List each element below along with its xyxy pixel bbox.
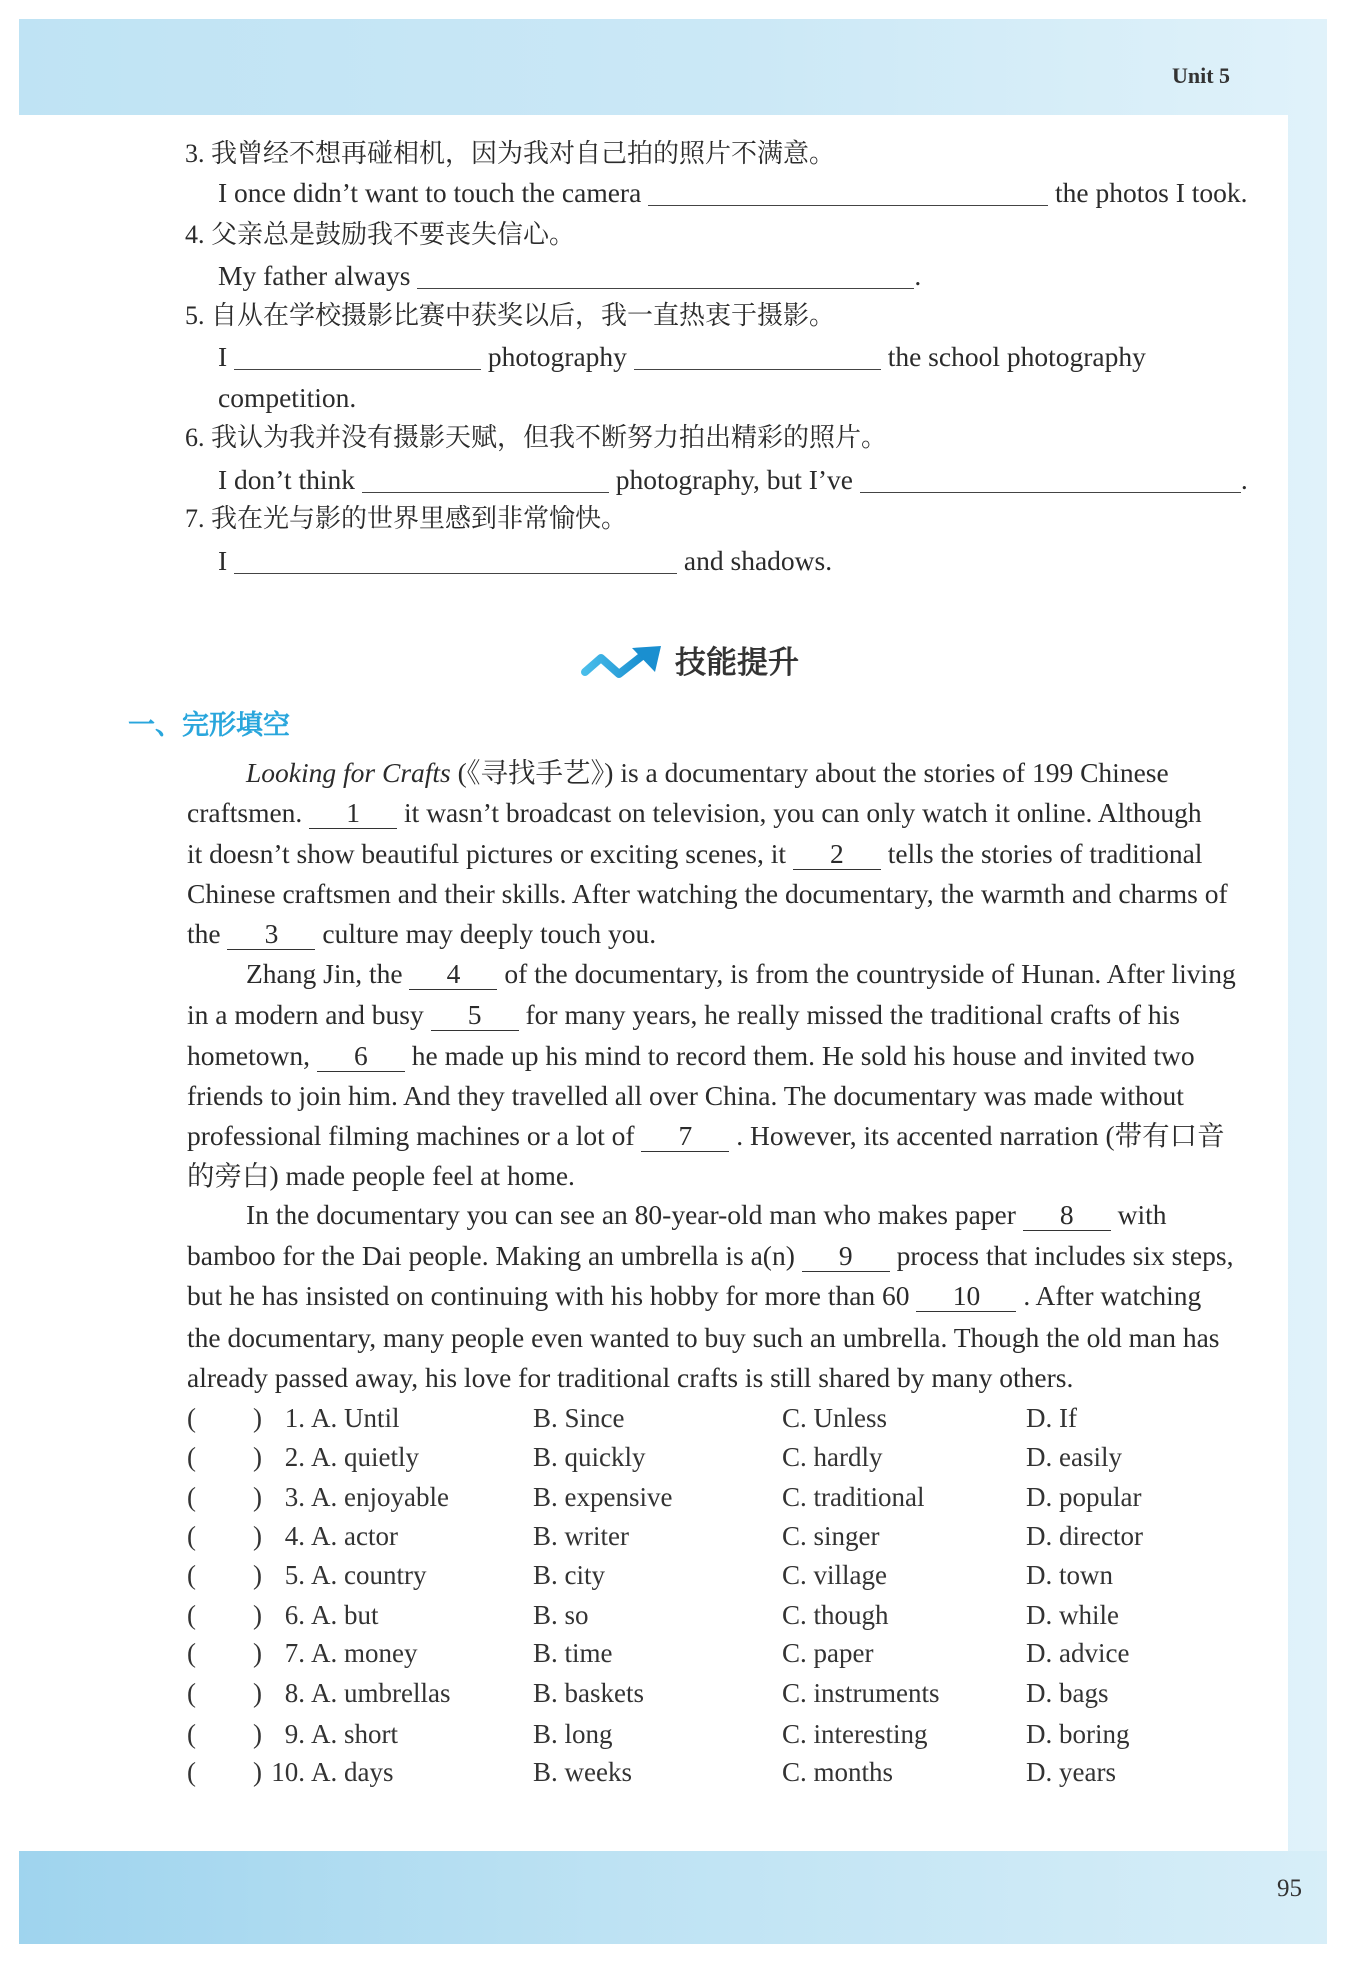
blank-4: 4 xyxy=(409,959,497,990)
option-c: C. months xyxy=(782,1757,894,1787)
option-d: D. popular xyxy=(1026,1482,1142,1512)
answer-bracket-close: ) xyxy=(253,1678,262,1708)
option-b: B. baskets xyxy=(533,1678,644,1708)
line-text: with xyxy=(1117,1199,1167,1230)
section-title: 一、完形填空 xyxy=(128,710,290,741)
option-c: C. hardly xyxy=(782,1442,883,1472)
line-text: it wasn’t broadcast on television, you can only watch it online. Although xyxy=(404,797,1202,828)
blank-5: 5 xyxy=(431,1000,519,1031)
answer-blank xyxy=(234,551,677,574)
item-6-chinese: 6. 我认为我并没有摄影天赋，但我不断努力拍出精彩的照片。 xyxy=(185,423,888,452)
answer-blank xyxy=(860,470,1241,493)
blank-7: 7 xyxy=(641,1121,729,1152)
answer-bracket-close: ) xyxy=(253,1521,262,1551)
option-row xyxy=(0,1595,1350,1635)
item-text: the photos I took. xyxy=(1055,177,1248,208)
line-text: in a modern and busy xyxy=(187,999,424,1030)
passage-line xyxy=(187,1276,1201,1316)
option-a: A. enjoyable xyxy=(311,1482,449,1512)
passage-line xyxy=(187,1036,1195,1076)
option-a: A. quietly xyxy=(311,1442,419,1472)
option-b: B. city xyxy=(533,1560,605,1590)
item-4-english xyxy=(218,256,921,296)
item-text: I don’t think xyxy=(218,464,355,495)
answer-bracket-close: ) xyxy=(253,1482,262,1512)
line-text: In the documentary you can see an 80-year-old man who makes paper xyxy=(246,1199,1016,1230)
answer-bracket-open: ( xyxy=(187,1678,196,1708)
passage-line: friends to join him. And they travelled all over China. The documentary was made without xyxy=(187,1080,1184,1111)
item-5-english xyxy=(218,337,1146,377)
passage-line xyxy=(187,793,1202,833)
option-row xyxy=(0,1437,1350,1477)
line-text: of the documentary, is from the countryside of Hunan. After living xyxy=(504,958,1236,989)
item-text: I xyxy=(218,545,228,576)
line-text: hometown, xyxy=(187,1040,310,1071)
answer-bracket-open: ( xyxy=(187,1442,196,1472)
option-d: D. advice xyxy=(1026,1638,1130,1668)
option-c: C. Unless xyxy=(782,1403,888,1433)
option-d: D. easily xyxy=(1026,1442,1122,1472)
answer-bracket-open: ( xyxy=(187,1521,196,1551)
option-d: D. boring xyxy=(1026,1719,1130,1749)
line-text: for many years, he really missed the traditional crafts of his xyxy=(525,999,1180,1030)
bottom-band xyxy=(19,1851,1327,1944)
unit-label: Unit 5 xyxy=(1172,63,1231,88)
answer-blank xyxy=(362,470,609,493)
answer-bracket-open: ( xyxy=(187,1560,196,1590)
option-row xyxy=(0,1752,1350,1792)
option-c: C. interesting xyxy=(782,1719,928,1749)
option-a: A. but xyxy=(311,1600,379,1630)
question-number: 8. xyxy=(284,1678,305,1708)
passage-line xyxy=(246,954,1236,994)
option-row xyxy=(0,1398,1350,1438)
blank-8: 8 xyxy=(1023,1200,1111,1231)
question-number: 5. xyxy=(284,1560,305,1590)
question-number: 1. xyxy=(284,1403,305,1433)
option-d: D. If xyxy=(1026,1403,1077,1433)
option-a: A. country xyxy=(311,1560,427,1590)
answer-bracket-close: ) xyxy=(253,1600,262,1630)
question-number: 3. xyxy=(284,1482,305,1512)
line-text: it doesn’t show beautiful pictures or exciting scenes, it xyxy=(187,838,787,869)
answer-blank xyxy=(234,347,481,370)
item-4-chinese: 4. 父亲总是鼓励我不要丧失信心。 xyxy=(185,220,576,249)
item-7-english xyxy=(218,541,832,581)
option-d: D. bags xyxy=(1026,1678,1109,1708)
question-number: 10. xyxy=(271,1757,305,1787)
option-c: C. traditional xyxy=(782,1482,925,1512)
item-3-english xyxy=(218,173,1248,213)
option-b: B. expensive xyxy=(533,1482,673,1512)
line-text: bamboo for the Dai people. Making an umbrella is a(n) xyxy=(187,1240,795,1271)
option-d: D. town xyxy=(1026,1560,1113,1590)
item-text: I once didn’t want to touch the camera xyxy=(218,177,642,208)
option-c: C. paper xyxy=(782,1638,874,1668)
passage-line xyxy=(187,1236,1233,1276)
option-b: B. writer xyxy=(533,1521,629,1551)
item-text: . xyxy=(914,260,922,291)
line-text: Zhang Jin, the xyxy=(246,958,403,989)
blank-10: 10 xyxy=(916,1281,1016,1312)
item-text: and shadows. xyxy=(683,545,833,576)
line-text: he made up his mind to record them. He sold his house and invited two xyxy=(411,1040,1195,1071)
item-7-chinese: 7. 我在光与影的世界里感到非常愉快。 xyxy=(185,504,628,533)
answer-bracket-open: ( xyxy=(187,1719,196,1749)
line-text: professional filming machines or a lot of xyxy=(187,1120,635,1151)
question-number: 2. xyxy=(284,1442,305,1472)
answer-bracket-close: ) xyxy=(253,1757,262,1787)
question-number: 4. xyxy=(284,1521,305,1551)
line-text: the xyxy=(187,918,221,949)
passage-line xyxy=(187,914,656,954)
option-d: D. years xyxy=(1026,1757,1116,1787)
option-d: D. director xyxy=(1026,1521,1143,1551)
option-d: D. while xyxy=(1026,1600,1119,1630)
answer-bracket-close: ) xyxy=(253,1403,262,1433)
option-b: B. quickly xyxy=(533,1442,646,1472)
option-row xyxy=(0,1673,1350,1713)
passage-line: 的旁白) made people feel at home. xyxy=(187,1160,575,1191)
option-row xyxy=(0,1714,1350,1754)
answer-bracket-open: ( xyxy=(187,1403,196,1433)
option-c: C. instruments xyxy=(782,1678,940,1708)
answer-blank xyxy=(417,266,914,289)
item-3-chinese: 3. 我曾经不想再碰相机，因为我对自己拍的照片不满意。 xyxy=(185,139,836,168)
blank-3: 3 xyxy=(227,919,315,950)
page-number: 95 xyxy=(1277,1875,1302,1902)
option-a: A. Until xyxy=(311,1403,400,1433)
skills-title: 技能提升 xyxy=(675,645,799,681)
answer-bracket-open: ( xyxy=(187,1638,196,1668)
item-5-english-cont: competition. xyxy=(218,382,357,413)
option-c: C. though xyxy=(782,1600,889,1630)
option-row xyxy=(0,1633,1350,1673)
option-a: A. money xyxy=(311,1638,418,1668)
option-a: A. short xyxy=(311,1719,398,1749)
question-number: 7. xyxy=(284,1638,305,1668)
option-c: C. singer xyxy=(782,1521,880,1551)
answer-blank xyxy=(648,183,1048,206)
line-text: craftsmen. xyxy=(187,797,303,828)
line-text: . However, its accented narration (带有口音 xyxy=(736,1120,1225,1151)
option-b: B. Since xyxy=(533,1403,625,1433)
passage-line: the documentary, many people even wanted to buy such an umbrella. Though the old man has xyxy=(187,1322,1220,1353)
item-text: My father always xyxy=(218,260,411,291)
option-row xyxy=(0,1516,1350,1556)
passage-line: Chinese craftsmen and their skills. After watching the documentary, the warmth and charms of xyxy=(187,878,1228,909)
answer-bracket-open: ( xyxy=(187,1757,196,1787)
passage-line xyxy=(187,995,1180,1035)
line-text: culture may deeply touch you. xyxy=(322,918,657,949)
option-b: B. weeks xyxy=(533,1757,632,1787)
line-text: . After watching xyxy=(1023,1280,1202,1311)
trend-arrow-icon xyxy=(580,645,664,681)
item-text: I xyxy=(218,341,228,372)
line-text: (《寻找手艺》) is a documentary about the stories of 199 Chinese xyxy=(457,757,1169,788)
blank-1: 1 xyxy=(309,798,397,829)
answer-bracket-close: ) xyxy=(253,1719,262,1749)
question-number: 9. xyxy=(284,1719,305,1749)
passage-line xyxy=(246,1195,1167,1235)
option-row xyxy=(0,1555,1350,1595)
question-number: 6. xyxy=(284,1600,305,1630)
blank-9: 9 xyxy=(802,1241,890,1272)
item-text: photography, but I’ve xyxy=(615,464,854,495)
item-text: the school photography xyxy=(887,341,1146,372)
line-text: but he has insisted on continuing with his hobby for more than 60 xyxy=(187,1280,910,1311)
documentary-title: Looking for Crafts xyxy=(246,757,451,788)
option-a: A. umbrellas xyxy=(311,1678,451,1708)
answer-bracket-open: ( xyxy=(187,1600,196,1630)
passage-line xyxy=(187,1116,1225,1156)
blank-6: 6 xyxy=(317,1041,405,1072)
answer-bracket-close: ) xyxy=(253,1442,262,1472)
item-text: photography xyxy=(487,341,627,372)
line-text: process that includes six steps, xyxy=(896,1240,1234,1271)
option-b: B. long xyxy=(533,1719,613,1749)
option-b: B. so xyxy=(533,1600,589,1630)
passage-line xyxy=(187,834,1202,874)
line-text: tells the stories of traditional xyxy=(887,838,1203,869)
answer-bracket-close: ) xyxy=(253,1560,262,1590)
option-row xyxy=(0,1477,1350,1517)
answer-bracket-open: ( xyxy=(187,1482,196,1512)
blank-2: 2 xyxy=(793,839,881,870)
item-5-chinese: 5. 自从在学校摄影比赛中获奖以后，我一直热衷于摄影。 xyxy=(185,301,836,330)
answer-blank xyxy=(634,347,881,370)
option-b: B. time xyxy=(533,1638,613,1668)
option-a: A. actor xyxy=(311,1521,398,1551)
passage-line: already passed away, his love for traditional crafts is still shared by many others. xyxy=(187,1362,1074,1393)
answer-bracket-close: ) xyxy=(253,1638,262,1668)
option-c: C. village xyxy=(782,1560,887,1590)
option-a: A. days xyxy=(311,1757,394,1787)
passage-line xyxy=(246,753,1169,793)
item-6-english xyxy=(218,460,1248,500)
item-text: . xyxy=(1240,464,1248,495)
